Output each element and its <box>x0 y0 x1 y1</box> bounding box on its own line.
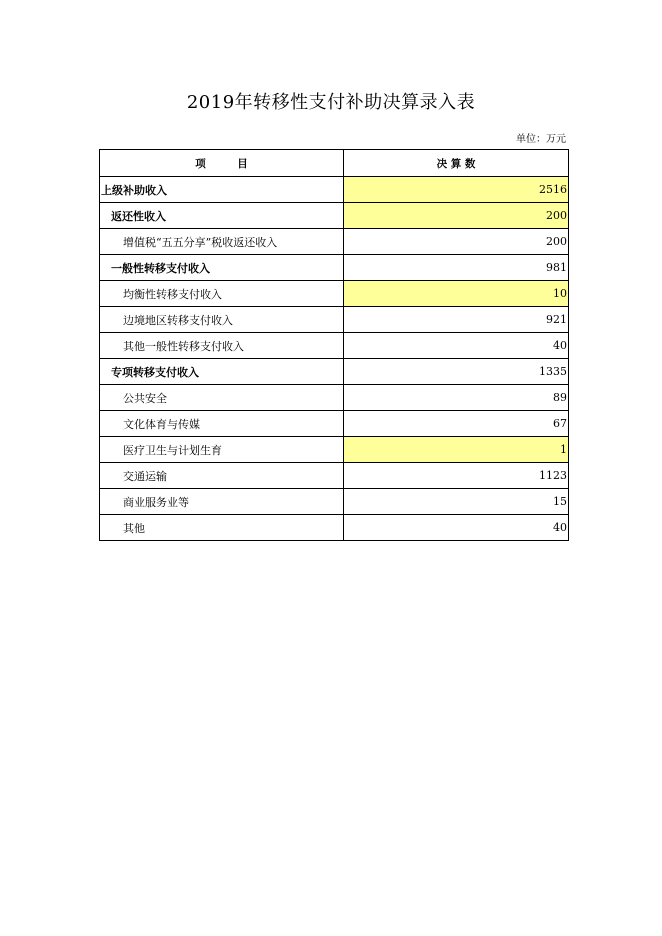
row-value[interactable]: 1123 <box>344 463 569 489</box>
table-row <box>100 333 569 359</box>
table-row <box>100 229 569 255</box>
table-row <box>100 489 569 515</box>
row-label[interactable]: 文化体育与传媒 <box>100 411 344 437</box>
row-label[interactable]: 交通运输 <box>100 463 344 489</box>
row-value[interactable]: 15 <box>344 489 569 515</box>
row-value[interactable]: 921 <box>344 307 569 333</box>
table-row <box>100 463 569 489</box>
row-label[interactable]: 返还性收入 <box>100 203 344 229</box>
page-title: 2019年转移性支付补助决算录入表 <box>186 92 476 113</box>
row-value[interactable]: 200 <box>344 203 569 229</box>
header-item: 项 目 <box>100 150 344 177</box>
transfer-payment-table <box>99 149 569 541</box>
table-row <box>100 255 569 281</box>
row-label[interactable]: 其他一般性转移支付收入 <box>100 333 344 359</box>
table-row <box>100 307 569 333</box>
row-value[interactable]: 89 <box>344 385 569 411</box>
row-label[interactable]: 专项转移支付收入 <box>100 359 344 385</box>
table-row <box>100 281 569 307</box>
table-row <box>100 411 569 437</box>
row-value[interactable]: 67 <box>344 411 569 437</box>
row-value[interactable]: 200 <box>344 229 569 255</box>
unit-label: 单位：万元 <box>516 134 566 145</box>
row-value[interactable]: 10 <box>344 281 569 307</box>
table-row <box>100 515 569 541</box>
header-row <box>100 150 569 177</box>
row-value[interactable]: 1335 <box>344 359 569 385</box>
row-value[interactable]: 981 <box>344 255 569 281</box>
row-label[interactable]: 上级补助收入 <box>100 177 344 203</box>
row-label[interactable]: 医疗卫生与计划生育 <box>100 437 344 463</box>
row-label[interactable]: 均衡性转移支付收入 <box>100 281 344 307</box>
table-row <box>100 177 569 203</box>
table-row <box>100 385 569 411</box>
row-label[interactable]: 一般性转移支付收入 <box>100 255 344 281</box>
row-value[interactable]: 40 <box>344 333 569 359</box>
row-value[interactable]: 2516 <box>344 177 569 203</box>
row-value[interactable]: 40 <box>344 515 569 541</box>
table-row <box>100 359 569 385</box>
table-row <box>100 203 569 229</box>
row-label[interactable]: 其他 <box>100 515 344 541</box>
row-value[interactable]: 1 <box>344 437 569 463</box>
row-label[interactable]: 边境地区转移支付收入 <box>100 307 344 333</box>
header-amount: 决 算 数 <box>344 150 569 177</box>
table-row <box>100 437 569 463</box>
row-label[interactable]: 公共安全 <box>100 385 344 411</box>
row-label[interactable]: 增值税“五五分享”税收返还收入 <box>100 229 344 255</box>
row-label[interactable]: 商业服务业等 <box>100 489 344 515</box>
